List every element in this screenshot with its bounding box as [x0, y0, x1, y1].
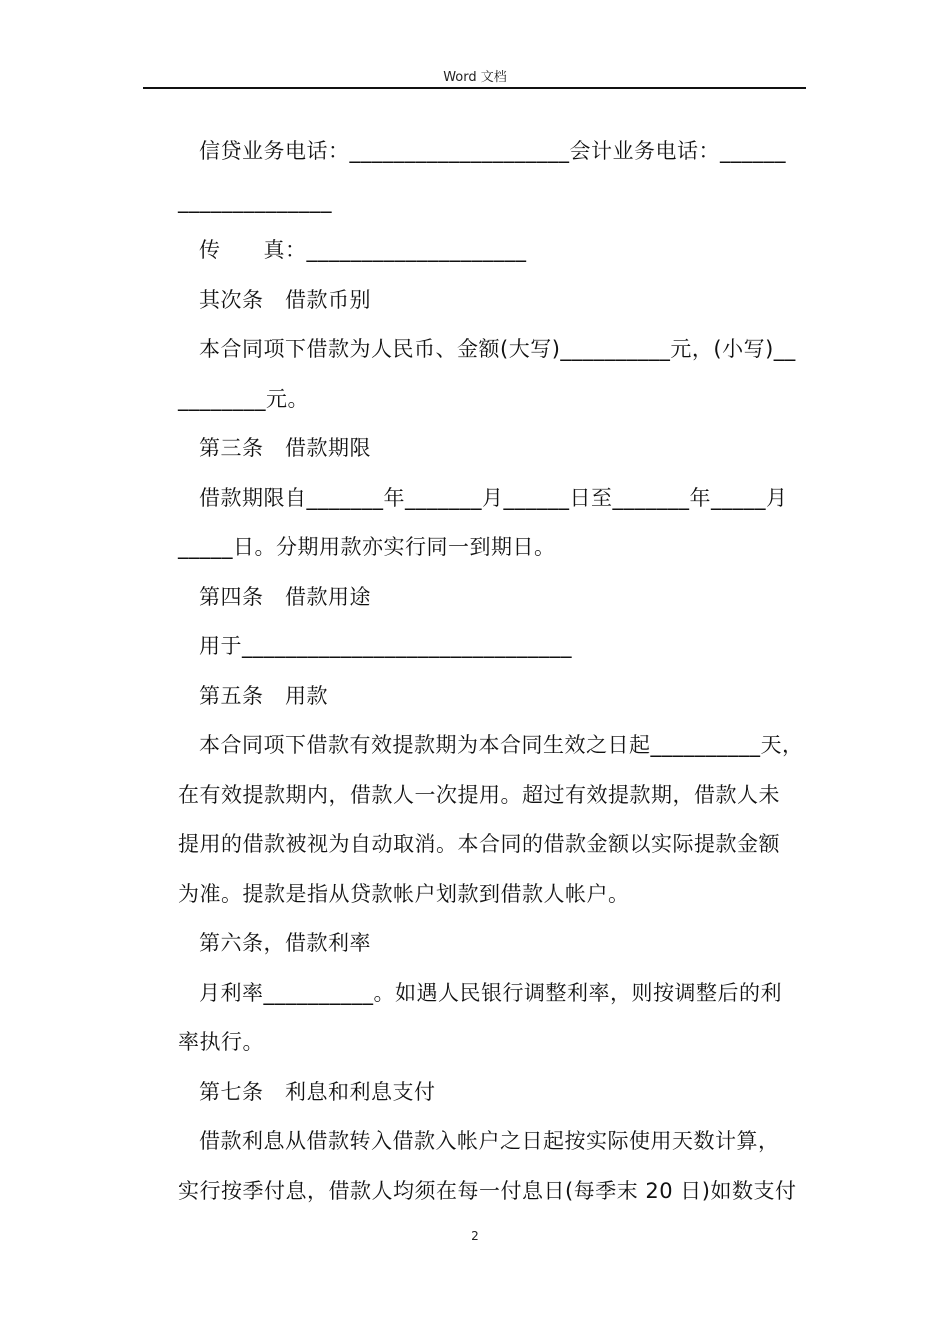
text-line: 为准。提款是指从贷款帐户划款到借款人帐户。	[178, 881, 630, 906]
text-line: _____日。分期用款亦实行同一到期日。	[178, 535, 556, 559]
document-body	[178, 127, 808, 1216]
text-line: 传 真：____________________	[199, 238, 527, 262]
header-divider	[143, 87, 806, 89]
text-line: 信贷业务电话：____________________会计业务电话：______	[199, 139, 786, 163]
text-line: 实行按季付息，借款人均须在每一付息日(每季末 20 日)如数支付	[178, 1178, 797, 1203]
section-heading: 第七条 利息和利息支付	[199, 1079, 436, 1104]
text-line: 用于______________________________	[199, 634, 572, 658]
text-line: 提用的借款被视为自动取消。本合同的借款金额以实际提款金额	[178, 832, 780, 856]
section-heading: 第三条 借款期限	[199, 436, 372, 460]
text-line: 率执行。	[178, 1030, 264, 1054]
section-heading: 其次条 借款币别	[199, 287, 372, 312]
text-line: 本合同项下借款为人民币、金额(大写)__________元，(小写)__	[199, 337, 796, 361]
text-line: ______________	[178, 188, 332, 213]
text-line: 月利率__________。如遇人民银行调整利率，则按调整后的利	[199, 980, 782, 1005]
page-header-title: Word 文档	[443, 70, 507, 85]
text-line: 本合同项下借款有效提款期为本合同生效之日起__________天，	[199, 733, 804, 757]
text-line: 在有效提款期内，借款人一次提用。超过有效提款期，借款人未	[178, 782, 780, 807]
page-number: 2	[471, 1229, 479, 1243]
section-heading: 第六条，借款利率	[199, 931, 371, 955]
text-line: ________元。	[178, 386, 309, 411]
text-line: 借款期限自_______年_______月______日至_______年_____月	[199, 485, 788, 510]
text-line: 借款利息从借款转入借款入帐户之日起按实际使用天数计算，	[199, 1129, 780, 1153]
section-heading: 第五条 用款	[199, 683, 329, 708]
section-heading: 第四条 借款用途	[199, 584, 372, 609]
